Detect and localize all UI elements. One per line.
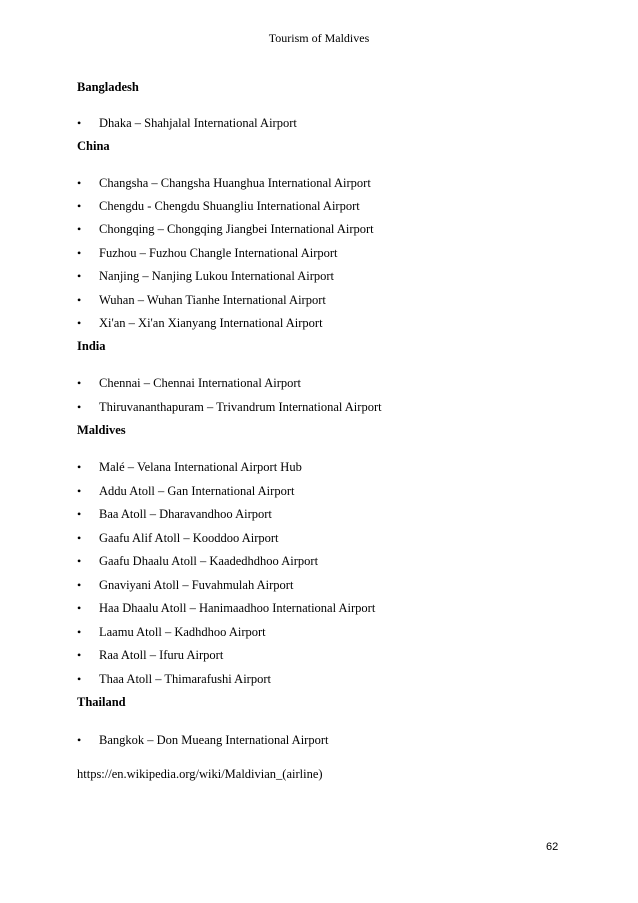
list-item [77,507,272,522]
page-number: 62 [546,841,559,853]
bullet-icon: • [77,116,82,130]
bullet-icon: • [77,578,82,592]
list-item [77,222,374,237]
list-item [77,269,334,284]
list-item-text: Xi'an – Xi'an Xianyang International Airport [99,316,323,330]
source-link: https://en.wikipedia.org/wiki/Maldivian_(airline) [77,767,323,781]
list-item-text: Chengdu - Chengdu Shuangliu International Airport [99,199,360,213]
bullet-icon: • [77,316,82,330]
list-item-text: Fuzhou – Fuzhou Changle International Airport [99,246,338,260]
list-item [77,376,301,391]
list-item [77,554,318,569]
bullet-icon: • [77,176,82,190]
country-heading-bangladesh: Bangladesh [77,80,139,94]
list-item-text: Gnaviyani Atoll – Fuvahmulah Airport [99,578,294,592]
bullet-icon: • [77,376,82,390]
list-item [77,733,328,748]
bullet-icon: • [77,554,82,568]
list-item [77,625,266,640]
bullet-icon: • [77,648,82,662]
bullet-icon: • [77,601,82,615]
list-item-text: Changsha – Changsha Huanghua International Airport [99,176,371,190]
list-item-text: Haa Dhaalu Atoll – Hanimaadhoo International Airport [99,601,376,615]
list-item-text: Addu Atoll – Gan International Airport [99,484,295,498]
bullet-icon: • [77,531,82,545]
list-item [77,460,302,475]
list-item [77,484,294,499]
list-item-text: Nanjing – Nanjing Lukou International Airport [99,269,335,283]
bullet-icon: • [77,484,82,498]
list-item-text: Gaafu Dhaalu Atoll – Kaadedhdhoo Airport [99,554,319,568]
list-item [77,293,326,308]
list-item-text: Raa Atoll – Ifuru Airport [99,648,224,662]
list-item-text: Bangkok – Don Mueang International Airport [99,733,329,747]
bullet-icon: • [77,269,82,283]
list-item-text: Thaa Atoll – Thimarafushi Airport [99,672,271,686]
country-heading-india: India [77,339,106,353]
list-item [77,531,279,546]
list-item-text: Laamu Atoll – Kadhdhoo Airport [99,625,266,639]
list-item-text: Malé – Velana International Airport Hub [99,460,302,474]
list-item [77,578,293,593]
bullet-icon: • [77,672,82,686]
list-item [77,648,223,663]
list-item-text: Gaafu Alif Atoll – Kooddoo Airport [99,531,279,545]
bullet-icon: • [77,199,82,213]
bullet-icon: • [77,625,82,639]
bullet-icon: • [77,400,82,414]
list-item [77,672,271,687]
list-item [77,400,382,415]
list-item [77,176,371,191]
country-heading-maldives: Maldives [77,423,126,437]
bullet-icon: • [77,460,82,474]
list-item [77,116,297,131]
list-item [77,199,360,214]
list-item-text: Chongqing – Chongqing Jiangbei International Airport [99,222,374,236]
list-item [77,246,338,261]
country-heading-china: China [77,139,110,153]
list-item [77,601,375,616]
bullet-icon: • [77,293,82,307]
bullet-icon: • [77,733,82,747]
bullet-icon: • [77,507,82,521]
list-item [77,316,323,331]
list-item-text: Wuhan – Wuhan Tianhe International Airport [99,293,326,307]
list-item-text: Dhaka – Shahjalal International Airport [99,116,297,130]
list-item-text: Baa Atoll – Dharavandhoo Airport [99,507,272,521]
running-header: Tourism of Maldives [268,31,370,45]
list-item-text: Chennai – Chennai International Airport [99,376,302,390]
list-item-text: Thiruvananthapuram – Trivandrum International Airport [99,400,382,414]
country-heading-thailand: Thailand [77,695,126,709]
bullet-icon: • [77,222,82,236]
bullet-icon: • [77,246,82,260]
